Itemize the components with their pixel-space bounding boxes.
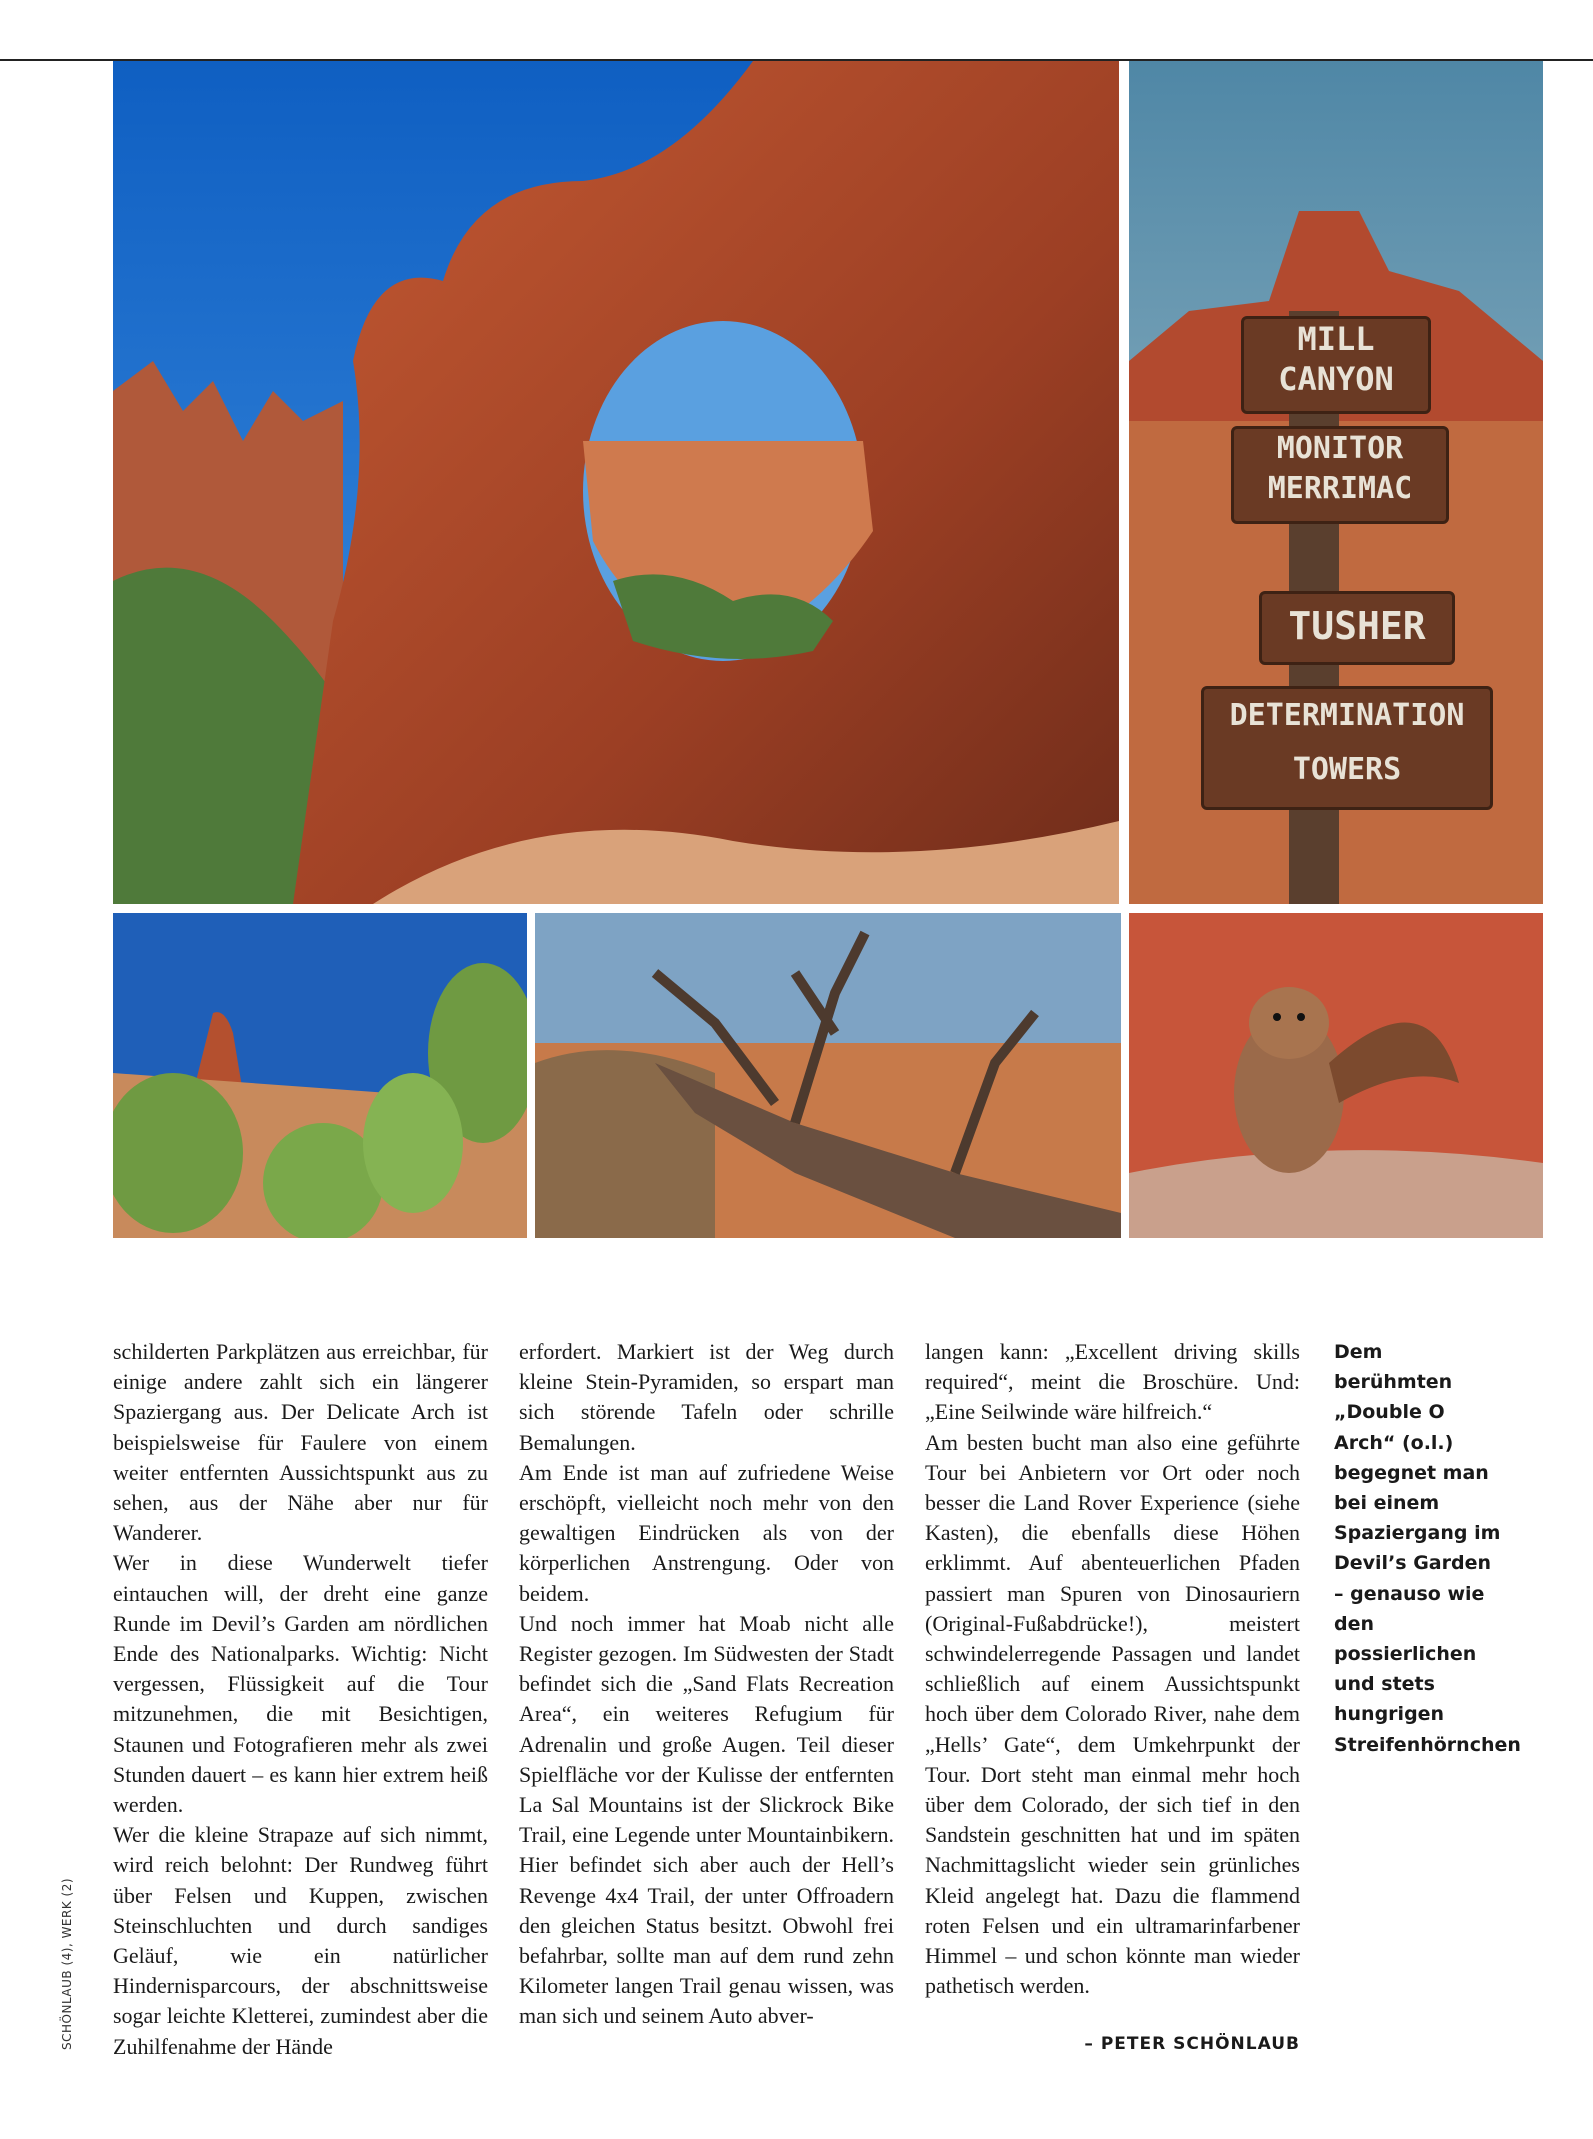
cactus-photo <box>113 913 527 1238</box>
article-paragraph: Und noch immer hat Moab nicht alle Register gezogen. Im Südwesten der Stadt befindet sich die „Sand Flats Recreation Area“, ein weiteres Refugium für Adrenalin und große Augen. Teil dieser Spielfläche vor der Kulisse der entfernten La Sal Mountains ist der Slickrock Bike Trail, eine Legende unter Mountainbikern. Hier befindet sich aber auch der Hell’s Revenge 4x4 Trail, der unter Offroadern den gleichen Status besitzt. Obwohl frei befahrbar, sollte man auf dem rund zehn Kilometer langen Trail genau wissen, was man sich und seinem Auto abver- <box>519 1610 894 2029</box>
sign-text-canyon: CANYON <box>1278 360 1394 398</box>
photo-caption: Dem berühmten „Double O Arch“ (o.l.) begegnet man bei einem Spaziergang im Devil’s Garden – genauso wie den possierlichen und stets hungrigen Streifenhörnchen <box>1334 1341 1521 1756</box>
article-column-1 <box>113 1337 488 2062</box>
sign-board-mill-canyon <box>1241 316 1431 414</box>
article-paragraph: Wer die kleine Strapaze auf sich nimmt, wird reich belohnt: Der Rundweg führt über Felsen und Kuppen, zwischen Steinschluchten und durch sandiges Geläuf, wie ein natürlicher Hindernisparcours, der abschnittsweise sogar leichte Kletterei, zumindest aber die Zuhilfenahme der Hände <box>113 1822 488 2059</box>
sign-text-towers: TOWERS <box>1292 752 1402 787</box>
sign-text-mill: MILL <box>1297 320 1375 358</box>
sign-board-tusher <box>1259 591 1455 665</box>
double-o-arch-photo <box>113 61 1119 904</box>
article-paragraph: Am Ende ist man auf zufriedene Weise erschöpft, vielleicht noch mehr von den gewaltigen Eindrücken als von der körperlichen Anstrengung. Oder von beidem. <box>519 1459 894 1606</box>
trail-sign-photo <box>1129 61 1543 904</box>
sign-board-determination-towers <box>1201 686 1493 810</box>
article-paragraph: Wer in diese Wunderwelt tiefer eintauchen will, der dreht eine ganze Runde im Devil’s Garden am nördlichen Ende des Nationalparks. Wichtig: Nicht vergessen, Flüssigkeit auf die Tour mitzunehmen, die mit Besichtigen, Staunen und Fotografieren mehr als zwei Stunden dauert – es kann hier extrem heiß werden. <box>113 1550 488 1818</box>
article-paragraph: schilderten Parkplätzen aus erreichbar, für einige andere zahlt sich ein längerer Spaziergang aus. Der Delicate Arch ist beispielsweise für Faulere von einem weiter entfernten Aussichtspunkt aus zu sehen, aus der Nähe aber nur für Wanderer. <box>113 1339 488 1546</box>
article-paragraph: Am besten bucht man also eine geführte Tour bei Anbietern vor Ort oder noch besser die Land Rover Experience (siehe Kasten), die ebenfalls diese Höhen erklimmt. Auf abenteuerlichen Pfaden passiert man Spuren von Dinosauriern (Original-Fußabdrücke!), meistert schwindelerregende Passagen und landet schließlich auf einem Aussichtspunkt hoch über dem Colorado River, nahe dem „Hells’ Gate“, dem Umkehrpunkt der Tour. Dort steht man einmal mehr hoch über dem Colorado, der sich tief in den Sandstein geschnitten hat und im späten Nachmittagslicht wieder sein grünliches Kleid angelegt hat. Dazu die flammend roten Felsen und ein ultramarinfarbener Himmel – und schon könnte man wieder pathetisch werden. <box>925 1429 1300 1999</box>
sign-text-determination: DETERMINATION <box>1229 698 1465 733</box>
author-byline: – PETER SCHÖNLAUB <box>1084 2034 1300 2054</box>
dead-tree-photo <box>535 913 1121 1238</box>
sign-board-monitor-merrimac <box>1231 426 1449 524</box>
sign-text-monitor: MONITOR <box>1276 431 1404 466</box>
chipmunk-photo <box>1129 913 1543 1238</box>
article-column-3 <box>925 1337 1300 2001</box>
article-paragraph: langen kann: „Excellent driving skills required“, meint die Broschüre. Und: „Eine Seilwinde wäre hilfreich.“ <box>925 1339 1300 1425</box>
article-column-2 <box>519 1337 894 2032</box>
article-paragraph: erfordert. Markiert ist der Weg durch kleine Stein-Pyramiden, so erspart man sich störende Tafeln oder schrille Bemalungen. <box>519 1339 894 1455</box>
sign-text-tusher: TUSHER <box>1288 604 1426 648</box>
sign-text-merrimac: MERRIMAC <box>1267 471 1413 506</box>
photo-credit: SCHÖNLAUB (4), WERK (2) <box>60 1877 74 2050</box>
